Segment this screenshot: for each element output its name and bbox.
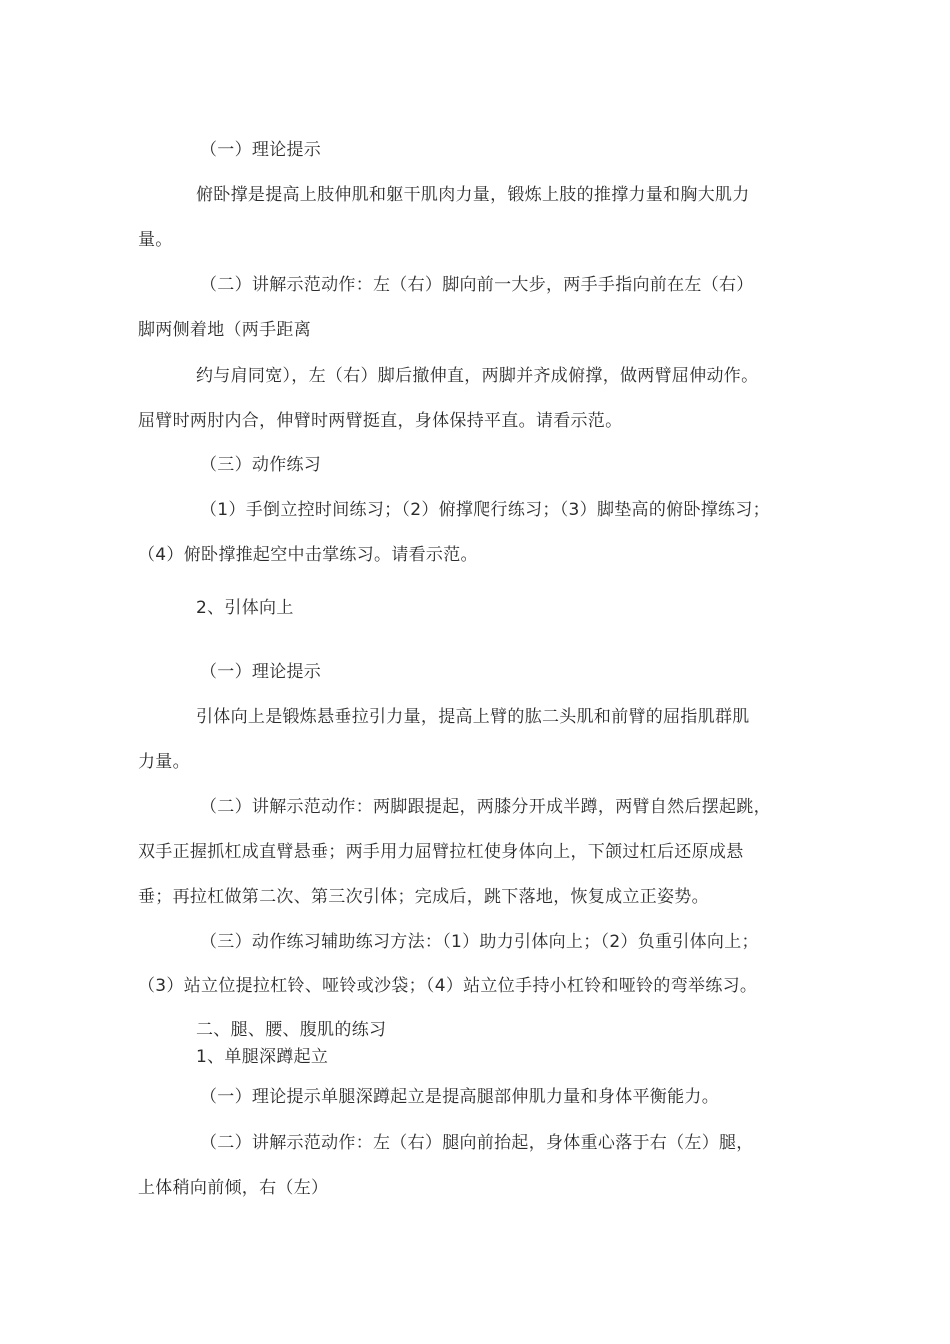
paragraph-line: 力量。: [138, 752, 190, 772]
paragraph-line: 上体稍向前倾，右（左）: [138, 1178, 329, 1198]
paragraph-line: 约与肩同宽），左（右）脚后撤伸直，两脚并齐成俯撑，做两臂屈伸动作。: [196, 366, 759, 386]
paragraph-line: 量。: [138, 230, 173, 250]
paragraph-line: （1）手倒立控时间练习；（2）俯撑爬行练习；（3）脚垫高的俯卧撑练习；: [200, 500, 770, 520]
paragraph-line: （一）理论提示单腿深蹲起立是提高腿部伸肌力量和身体平衡能力。: [200, 1087, 719, 1107]
paragraph-line: 双手正握抓杠成直臂悬垂；两手用力屈臂拉杠使身体向上，下颌过杠后还原成悬: [138, 842, 744, 862]
paragraph-line: （4）俯卧撑推起空中击掌练习。请看示范。: [138, 545, 478, 565]
section-heading: （三）动作练习: [200, 455, 322, 475]
subsection-title: 1、单腿深蹲起立: [196, 1047, 329, 1067]
paragraph-line: （3）站立位提拉杠铃、哑铃或沙袋；（4）站立位手持小杠铃和哑铃的弯举练习。: [138, 976, 758, 996]
section-title: 二、腿、腰、腹肌的练习: [196, 1020, 387, 1040]
paragraph-line: （三）动作练习辅助练习方法：（1）助力引体向上；（2）负重引体向上；: [200, 932, 759, 952]
paragraph-line: 屈臂时两肘内合，伸臂时两臂挺直，身体保持平直。请看示范。: [138, 411, 623, 431]
subsection-title: 2、引体向上: [196, 598, 294, 618]
section-heading: （一）理论提示: [200, 140, 322, 160]
paragraph-line: （二）讲解示范动作：左（右）腿向前抬起，身体重心落于右（左）腿，: [200, 1133, 754, 1153]
paragraph-line: 脚两侧着地（两手距离: [138, 320, 311, 340]
paragraph-line: 俯卧撑是提高上肢伸肌和躯干肌肉力量，锻炼上肢的推撑力量和胸大肌力: [196, 185, 750, 205]
paragraph-line: 垂；再拉杠做第二次、第三次引体；完成后，跳下落地，恢复成立正姿势。: [138, 887, 709, 907]
section-heading: （一）理论提示: [200, 662, 322, 682]
paragraph-line: （二）讲解示范动作：两脚跟提起，两膝分开成半蹲，两臂自然后摆起跳，: [200, 797, 771, 817]
paragraph-line: 引体向上是锻炼悬垂拉引力量，提高上臂的肱二头肌和前臂的屈指肌群肌: [196, 707, 750, 727]
paragraph-line: （二）讲解示范动作：左（右）脚向前一大步，两手手指向前在左（右）: [200, 275, 754, 295]
